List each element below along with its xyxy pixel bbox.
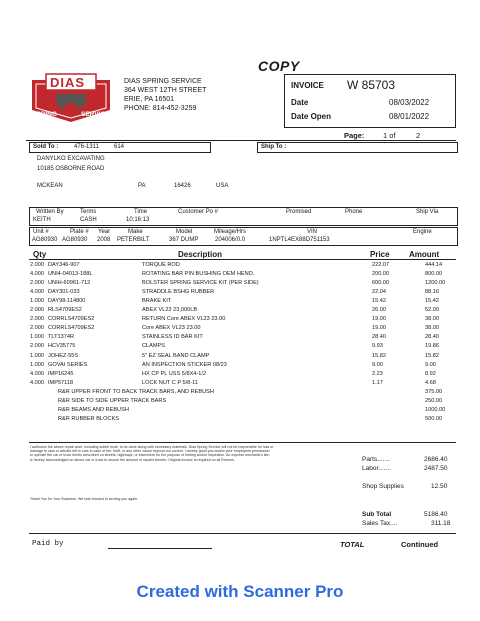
paid-by-signature-line [108,548,212,549]
paid-by-label: Paid by [32,540,64,548]
logo-right-word: SERVICE [81,111,110,118]
written-by-value: KEITH [33,217,51,223]
item-amount: 1200.00 [425,280,446,287]
item-description: 5" EZ SEAL BAND CLAMP [142,352,210,359]
item-part-number: GOVAI SERIES [48,361,88,368]
table-row [30,297,460,306]
item-amount: 19.86 [425,343,439,350]
order-info-table [29,207,458,226]
customer-name: DANYLKO EXCAVATING [37,156,105,162]
item-price: 26.00 [372,307,386,314]
table-row [30,315,460,324]
item-part-number: JOHEZ-55S [48,352,79,359]
sales-tax-value: 311.18 [431,520,451,527]
labor-amount: 375.00 [425,388,443,395]
page-total: 2 [416,131,421,140]
labor-amount: 1000.00 [425,406,446,413]
item-amount: 15.82 [425,352,439,359]
item-description: ABEX VL23 23,000LB [142,307,198,314]
item-description: BOLSTER SPRING SERVICE KIT (PER SIDE) [142,280,259,287]
sold-to-label: Sold To : [33,144,59,150]
item-amount: 9.00 [425,361,436,368]
page-number: 1 of [383,131,396,140]
make-value: PETERBILT [117,237,150,243]
labor-total: 2487.50 [424,465,448,472]
item-amount: 52.00 [425,307,439,314]
item-amount: 38.00 [425,316,439,323]
customer-country: USA [216,183,229,189]
vehicle-header: Plate # [70,229,89,235]
item-amount: 15.42 [425,298,439,305]
labor-row [30,415,460,424]
fine-print-line: I authorize the above repair work, including sublet work, to be done along with necessary materials. Dias Spring Service will not be responsible for loss or [30,445,274,449]
price-header: Price [370,250,390,259]
year-value: 2008 [97,237,111,243]
supplies-label: Shop Supplies [362,483,404,490]
time-value: 10:16:13 [126,217,150,223]
table-row [30,270,460,279]
customer-city: MCKEAN [37,183,63,189]
table-row [30,279,460,288]
plate-value: AG80930 [62,237,88,243]
item-price: 222.07 [372,262,390,268]
order-header: Terms [80,209,97,215]
item-description: STAINLESS ID BAR KIT [142,334,203,341]
item-part-number: DAY301-033 [48,289,80,296]
item-price: 2.23 [372,370,383,377]
qty-header: Qty [33,250,47,259]
logo-left-word: SPRING [32,111,57,118]
table-row [30,379,460,388]
supplies-total: 12.50 [431,483,448,490]
total-label: TOTAL [340,540,365,549]
sold-to-box [29,142,211,153]
item-part-number: IMP16245 [48,370,74,377]
item-qty: 1.000 [30,298,44,305]
vin-value: 1NPTL4EX88D751153 [269,237,330,243]
table-row [30,306,460,315]
customer-zip: 16426 [174,183,191,189]
shop-phone: PHONE: 814-452-3259 [124,105,197,112]
date-open: 08/01/2022 [389,112,430,121]
item-description: LOCK NUT C P 5/8-11 [142,379,198,386]
scanner-pro-banner[interactable]: Created with Scanner Pro [136,582,344,601]
vehicle-header: Year [98,229,111,235]
item-amount: 4.68 [425,379,436,386]
order-header: Ship Via [416,209,439,215]
invoice-date: 08/03/2022 [389,98,430,107]
page-label: Page: [344,131,365,140]
item-description: RETURN Core ABEX VL23 23.00 [142,316,226,323]
item-qty: 1.000 [30,334,44,341]
shop-address [124,77,206,113]
item-description: BRAKE KIT [142,298,172,305]
rule-top [26,140,456,141]
parts-total: 2686.40 [424,456,448,463]
shop-city: ERIE, PA 16501 [124,96,175,103]
totals-rule [29,533,456,534]
item-part-number: TLT1374R [48,334,75,341]
order-header: Customer Po # [178,209,219,215]
item-description: TORQUE ROD [142,262,180,268]
mileage-value: 204006/0.0 [215,237,246,243]
sales-tax-label: Sales Tax.... [362,520,398,527]
labor-row [30,388,460,397]
table-row [30,333,460,342]
table-row [30,288,460,297]
item-amount: 38.00 [425,325,439,332]
item-price: 9.93 [372,343,383,350]
items-header-rule [29,259,456,260]
order-header: Promised [286,209,312,215]
item-part-number: HCV35775 [48,343,76,350]
item-amount: 88.16 [425,289,439,296]
item-amount: 444.14 [425,262,443,268]
item-qty: 2.000 [30,280,44,287]
labor-row [30,397,460,406]
item-part-number: CORRLS4709ES2 [48,325,95,332]
item-description: Core ABEX VL23 23.00 [142,325,201,332]
item-price: 19.00 [372,325,386,332]
table-row [30,324,460,333]
order-header: Time [134,209,148,215]
customer-state: PA [138,183,146,189]
order-header: Phone [345,209,363,215]
labor-amount: 250.00 [425,397,443,404]
item-part-number: DAY98-114800 [48,298,86,305]
copy-label: COPY [258,58,300,74]
item-part-number: UNIH-60961-712 [48,280,91,287]
item-price: 15.42 [372,298,386,305]
item-part-number: CORRLS4709ES2 [48,316,95,323]
item-price: 15.82 [372,352,386,359]
shop-street: 364 WEST 12TH STREET [124,87,207,94]
ship-to-label: Ship To : [261,144,287,150]
item-qty: 2.000 [30,316,44,323]
item-description: AN INSPECTION STICKER 08/23 [142,361,227,368]
order-header: Written By [36,209,64,215]
item-qty: 4.000 [30,379,44,386]
item-price: 200.00 [372,271,390,278]
sold-to-account: 476-1311 [74,144,99,150]
date-open-label: Date Open [291,112,332,121]
item-qty: 4.000 [30,289,44,296]
invoice-box [284,74,456,128]
item-part-number: UNI4-04013-188L [48,271,93,278]
labor-label: Labor....... [362,465,391,472]
item-price: 19.00 [372,316,386,323]
vehicle-table [29,227,458,246]
item-price: 600.00 [372,280,390,287]
item-qty: 2.000 [30,325,44,332]
item-price: 1.17 [372,379,383,386]
item-description: CLAMPS [142,343,166,350]
thank-you-note: Thank You for Your Business. We look forward to serving you again. [30,497,139,501]
parts-label: Parts....... [362,456,390,463]
vehicle-header: VIN [307,229,318,235]
vehicle-header: Make [128,229,143,235]
item-amount: 28.40 [425,334,439,341]
item-part-number: IMP57118 [48,379,74,386]
item-qty: 2.000 [30,343,44,350]
unit-value: AG80930 [32,237,58,243]
sold-to-code: 614 [114,144,125,150]
labor-description: R&R RUBBER BLOCKS [58,415,119,422]
dias-logo [26,70,116,126]
table-row [30,342,460,351]
amount-header: Amount [409,250,440,259]
item-price: 9.00 [372,361,383,368]
item-qty: 2.000 [30,307,44,314]
subtotal-label: Sub Total [362,511,392,518]
invoice-number: W 85703 [347,78,396,92]
invoice-label: INVOICE [291,81,324,90]
logo-brand: DIAS [50,75,86,90]
item-price: 28.40 [372,334,386,341]
date-label: Date [291,98,309,107]
item-part-number: RLS4709ES2 [48,307,82,314]
item-description: HX CP PL USS 5/8X4-1/2 [142,370,207,377]
labor-description: R&R SIDE TO SIDE UPPER TRACK BARS [58,397,167,404]
subtotal-value: 5186.40 [424,511,448,518]
item-qty: 2.000 [30,262,44,268]
items-bottom-rule [29,442,456,443]
labor-description: R&R BEAMS AND REBUSH [58,406,129,413]
labor-row [30,406,460,415]
total-value: Continued [401,540,439,549]
terms-value: CASH [80,217,97,223]
vehicle-header: Unit # [33,229,49,235]
item-amount: 8.92 [425,370,436,377]
vehicle-header: Engine [413,229,432,235]
item-price: 22.04 [372,289,386,296]
item-qty: 4.000 [30,271,44,278]
item-description: STRADDLE BSHG RUBBER [142,289,215,296]
labor-amount: 500.00 [425,415,443,422]
labor-description: R&R UPPER FRONT TO BACK TRACK BARS, AND REBUSH [58,388,214,395]
table-row [30,352,460,361]
fine-print-line: damage to cars or articles left in cars in case of fire, theft, or any other cause beyond our control. I hereby grant you and/or your employees permission [30,449,270,454]
fine-print-line: to operate the car or truck herein described on streets, highways, or elsewhere for the purpose of testing and/or inspection. An express mechanic's lien [30,453,270,458]
customer-street: 10185 OSBORNE ROAD [37,166,105,172]
fine-print [30,445,352,462]
description-header: Description [178,250,223,259]
item-amount: 800.00 [425,271,443,278]
item-part-number: DAY346-907 [48,262,80,268]
item-description: ROTATING BAR PIN BUSHING OEM HEND. [142,271,255,278]
ship-to-box [257,142,458,153]
item-qty: 1.000 [30,361,44,368]
table-row [30,261,460,270]
item-qty: 1.000 [30,352,44,359]
vehicle-header: Mileage/Hrs [214,229,247,235]
vehicle-header: Model [176,229,193,235]
fine-print-line: is hereby acknowledged on above car or truck to secure the amount of repairs thereto. Original invoice is required on all Returns. [30,457,235,462]
item-qty: 4.000 [30,370,44,377]
shop-name: DIAS SPRING SERVICE [124,78,202,85]
model-value: 367 DUMP [169,237,199,243]
table-row [30,370,460,379]
table-row [30,361,460,370]
